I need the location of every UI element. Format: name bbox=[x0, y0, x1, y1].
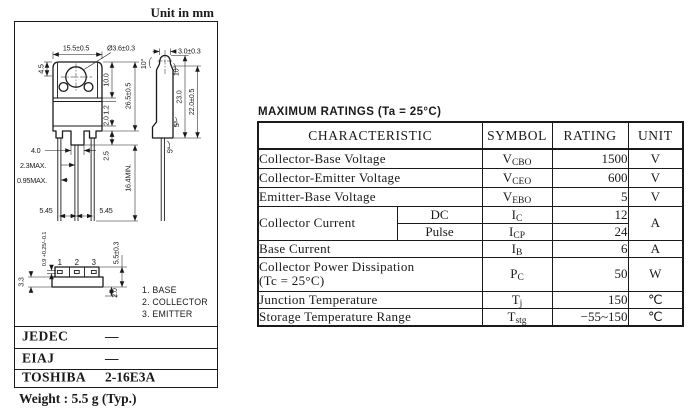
symbol-cell bbox=[482, 149, 552, 168]
pin-number-1: 1 bbox=[57, 258, 62, 267]
symbol-base: V bbox=[502, 188, 513, 204]
rating-cell: −55~150 bbox=[552, 308, 628, 326]
characteristic-cell: Base Current bbox=[258, 240, 482, 257]
dim-body-width: 15.5±0.5 bbox=[62, 43, 90, 53]
dim-angle-10-left: 10° bbox=[139, 58, 148, 70]
symbol-cell bbox=[482, 308, 552, 326]
symbol-base: I bbox=[509, 223, 514, 239]
rating-cell: 600 bbox=[552, 168, 628, 187]
unit-cell: ℃ bbox=[628, 291, 683, 308]
dim-lead-pitch-2: 5.45 bbox=[99, 206, 113, 215]
header-rating: RATING bbox=[552, 122, 628, 149]
standards-code: — bbox=[105, 329, 119, 345]
symbol-sub: CP bbox=[513, 230, 525, 240]
standards-row-jedec bbox=[15, 326, 217, 348]
characteristic-cell: Collector Current bbox=[258, 206, 397, 240]
rating-cell: 50 bbox=[552, 257, 628, 291]
condition-cell: DC bbox=[397, 206, 482, 223]
unit-cell: A bbox=[628, 240, 683, 257]
characteristic-cell: Collector-Base Voltage bbox=[258, 149, 482, 168]
rating-cell: 24 bbox=[552, 223, 628, 240]
symbol-sub: C bbox=[516, 213, 523, 223]
dim-lead-length: 16.4MIN. bbox=[123, 164, 133, 192]
standards-org: JEDEC bbox=[22, 329, 69, 345]
pin-legend-collector: 2. COLLECTOR bbox=[142, 297, 208, 307]
symbol-cell bbox=[482, 206, 552, 223]
table-row bbox=[258, 149, 683, 168]
unit-note: Unit in mm bbox=[150, 5, 214, 20]
bottom-view-dimensions bbox=[17, 232, 128, 298]
dim-lip-2-0: 2.0 bbox=[101, 116, 111, 126]
package-drawing bbox=[15, 22, 215, 326]
dim-lead-width: 0.95MAX. bbox=[17, 176, 47, 185]
symbol-sub: j bbox=[519, 298, 523, 308]
package-outline-panel bbox=[14, 5, 218, 407]
pin-number-3: 3 bbox=[91, 258, 96, 267]
front-view bbox=[53, 62, 102, 221]
dim-base-3-3: 3.3 bbox=[16, 277, 26, 287]
dim-side-22: 22.0±0.5 bbox=[187, 88, 196, 116]
weight-note: Weight : 5.5 g (Typ.) bbox=[19, 391, 137, 406]
symbol-sub: CBO bbox=[511, 157, 532, 168]
unit-cell: V bbox=[628, 149, 683, 168]
dim-angle-5-lower: 5° bbox=[165, 146, 175, 154]
standards-row-toshiba bbox=[15, 369, 217, 387]
table-header-row bbox=[258, 122, 683, 149]
dim-lead-base-width: 2.3MAX. bbox=[20, 161, 47, 170]
symbol-cell bbox=[482, 257, 552, 291]
standards-code: 2-16E3A bbox=[105, 370, 156, 386]
dim-side-23: 23.0 bbox=[174, 90, 184, 104]
symbol-sub: C bbox=[517, 273, 524, 283]
package-drawing-box bbox=[14, 21, 218, 388]
dim-center-4-0: 4.0 bbox=[31, 146, 41, 155]
symbol-base: V bbox=[502, 169, 513, 185]
bottom-view bbox=[52, 258, 103, 287]
dim-step-1-2: 1.2 bbox=[101, 105, 111, 115]
standards-row-eiaj bbox=[15, 348, 217, 369]
rating-cell: 5 bbox=[552, 187, 628, 206]
dim-angle-10-right: 10° bbox=[171, 65, 181, 77]
unit-cell: A bbox=[628, 206, 683, 240]
characteristic-cell bbox=[258, 257, 482, 291]
symbol-base: I bbox=[511, 206, 517, 222]
rating-cell: 12 bbox=[552, 206, 628, 223]
symbol-sub: B bbox=[516, 247, 523, 257]
symbol-sub: EBO bbox=[512, 195, 532, 206]
dim-angle-5-upper: 5° bbox=[172, 120, 181, 128]
characteristic-cell: Collector-Emitter Voltage bbox=[258, 168, 482, 187]
dim-shoulder-2-5: 2.5 bbox=[101, 151, 111, 161]
header-characteristic: CHARACTERISTIC bbox=[258, 122, 482, 149]
header-symbol: SYMBOL bbox=[482, 122, 552, 149]
unit-cell: V bbox=[628, 168, 683, 187]
dim-lead-pitch: 5.45 bbox=[39, 206, 53, 215]
dim-base-height: 5.5±0.3 bbox=[111, 241, 121, 265]
dim-base-2-0: 2.0 bbox=[110, 288, 119, 298]
dim-flange-height: 4.5 bbox=[36, 64, 46, 74]
symbol-base: I bbox=[511, 240, 517, 256]
side-view bbox=[153, 50, 174, 221]
symbol-cell bbox=[482, 187, 552, 206]
symbol-cell bbox=[482, 223, 552, 240]
unit-cell: ℃ bbox=[628, 308, 683, 326]
pin-number-2: 2 bbox=[74, 258, 79, 267]
table-row bbox=[258, 206, 683, 223]
symbol-base: T bbox=[507, 308, 516, 324]
table-row bbox=[258, 240, 683, 257]
maximum-ratings-section bbox=[257, 106, 684, 327]
pin-legend bbox=[142, 285, 208, 319]
table-row bbox=[258, 291, 683, 308]
characteristic-line2: (Tc = 25°C) bbox=[259, 273, 325, 288]
symbol-base: T bbox=[511, 291, 520, 307]
unit-cell: V bbox=[628, 187, 683, 206]
standards-code: — bbox=[105, 350, 119, 366]
table-row bbox=[258, 187, 683, 206]
unit-cell: W bbox=[628, 257, 683, 291]
rating-cell: 6 bbox=[552, 240, 628, 257]
characteristic-line1: Collector Power Dissipation bbox=[259, 258, 415, 274]
pin-legend-base: 1. BASE bbox=[142, 285, 177, 295]
maximum-ratings-table bbox=[257, 121, 684, 327]
symbol-cell bbox=[482, 168, 552, 187]
table-row bbox=[258, 308, 683, 326]
pin-legend-emitter: 3. EMITTER bbox=[142, 309, 193, 319]
standards-org: EIAJ bbox=[22, 350, 55, 366]
header-unit: UNIT bbox=[628, 122, 683, 149]
dim-body-height: 26.5±0.5 bbox=[123, 82, 133, 110]
symbol-sub: CEO bbox=[512, 176, 532, 187]
characteristic-cell: Junction Temperature bbox=[258, 291, 482, 308]
dim-hole-offset: 10.0 bbox=[101, 73, 111, 87]
rating-cell: 1500 bbox=[552, 149, 628, 168]
standards-org: TOSHIBA bbox=[22, 370, 87, 386]
symbol-base: V bbox=[502, 150, 512, 166]
dim-pin-thickness: 0.9 +0.25/−0.1 bbox=[42, 231, 48, 267]
symbol-cell bbox=[482, 291, 552, 308]
symbol-base: P bbox=[510, 266, 518, 281]
rating-cell: 150 bbox=[552, 291, 628, 308]
ratings-title: MAXIMUM RATINGS (Ta = 25°C) bbox=[258, 106, 442, 118]
dim-tab-width: 3.0±0.3 bbox=[178, 46, 201, 56]
table-row bbox=[258, 257, 683, 291]
symbol-cell bbox=[482, 240, 552, 257]
characteristic-cell: Emitter-Base Voltage bbox=[258, 187, 482, 206]
table-row bbox=[258, 168, 683, 187]
condition-cell: Pulse bbox=[397, 223, 482, 240]
symbol-sub: stg bbox=[515, 315, 527, 326]
characteristic-cell: Storage Temperature Range bbox=[258, 308, 482, 326]
dim-hole-dia: Ø3.6±0.3 bbox=[107, 43, 135, 53]
